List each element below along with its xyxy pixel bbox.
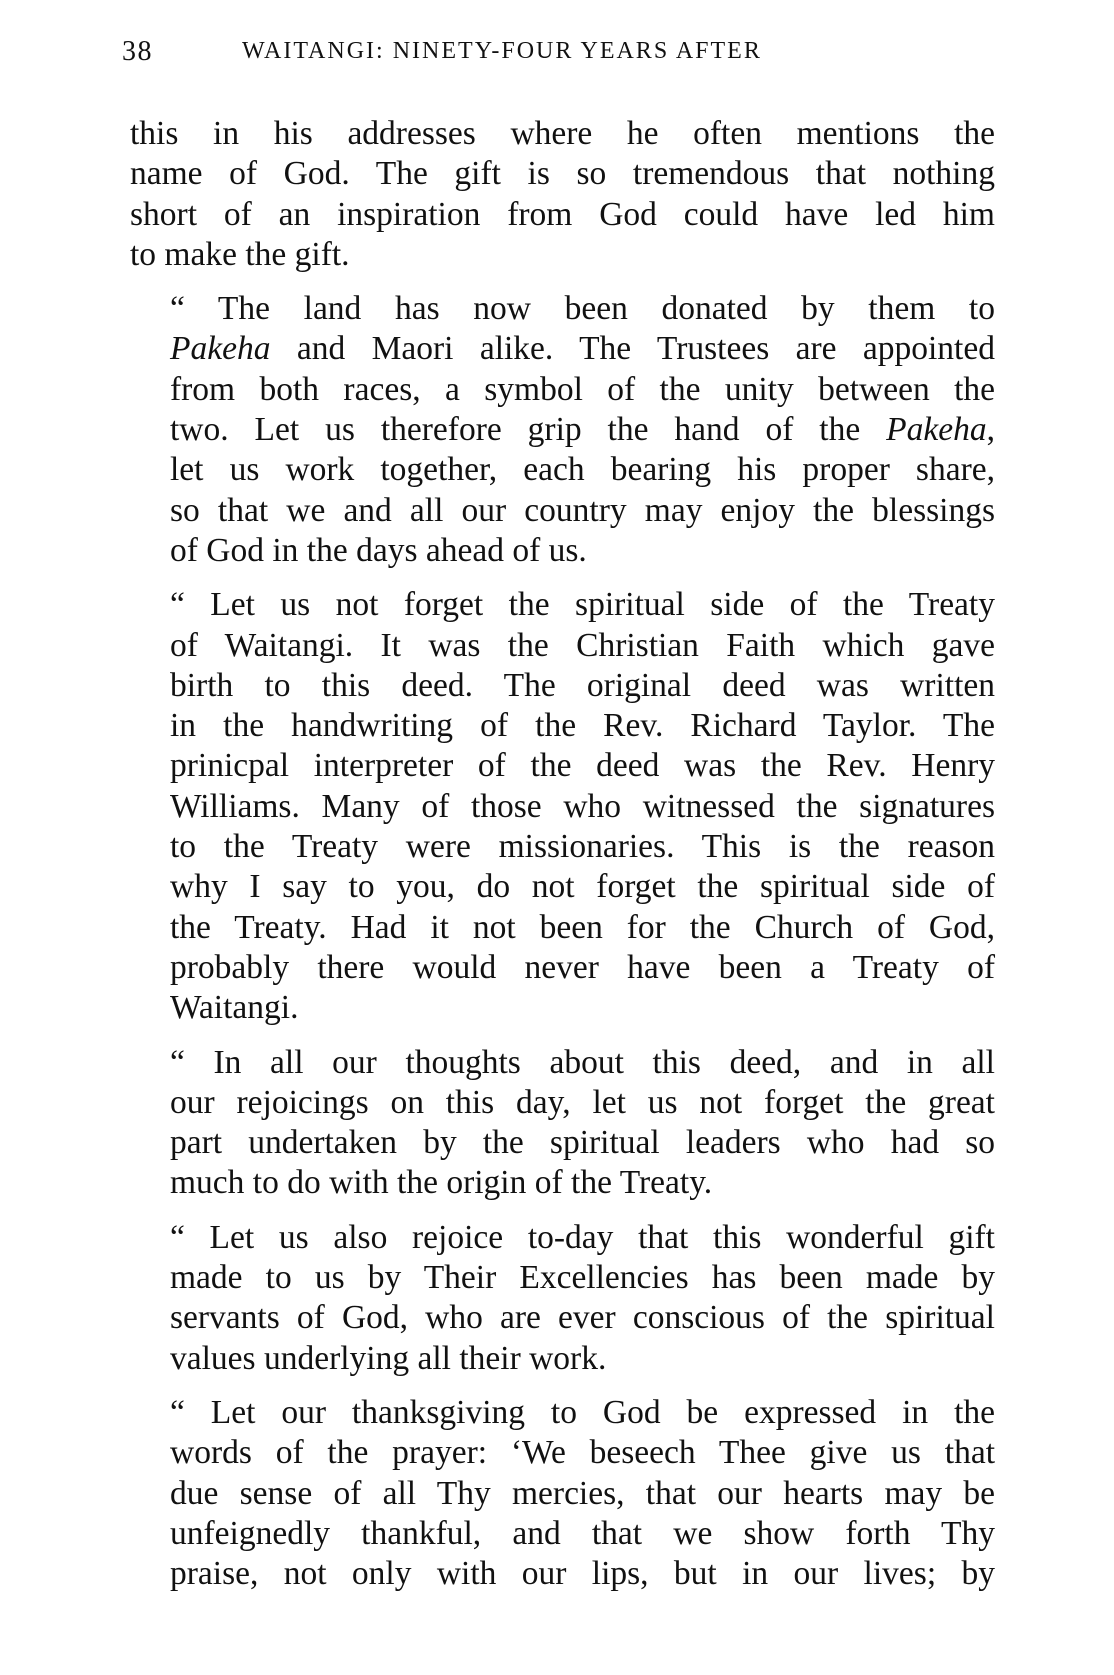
text-line: Pakeha and Maori alike. The Trustees are appointed (170, 330, 995, 368)
text-line: praise, not only with our lips, but in our lives; by (170, 1555, 995, 1593)
text-line: “ Let us also rejoice to-day that this wonderful gift (170, 1218, 995, 1256)
text-line: so that we and all our country may enjoy the blessings (170, 491, 995, 529)
page-number: 38 (122, 36, 153, 67)
running-title: WAITANGI: NINETY-FOUR YEARS AFTER (242, 38, 762, 64)
body-text (130, 114, 995, 1594)
text-line: Waitangi. (170, 989, 299, 1027)
text-line: due sense of all Thy mercies, that our hearts may be (170, 1474, 995, 1512)
text-line: why I say to you, do not forget the spiritual side of (170, 868, 995, 906)
text-line: “ The land has now been donated by them to (170, 290, 995, 328)
text-line: unfeignedly thankful, and that we show forth Thy (170, 1514, 995, 1552)
text-line: to make the gift. (130, 235, 350, 273)
text-line: this in his addresses where he often mentions the (130, 115, 995, 152)
text-line: two. Let us therefore grip the hand of the Pakeha, (170, 411, 995, 449)
text-line: of Waitangi. It was the Christian Faith which gave (170, 626, 995, 664)
text-line: let us work together, each bearing his proper share, (170, 451, 995, 489)
text-line: much to do with the origin of the Treaty. (170, 1164, 713, 1202)
text-line: “ In all our thoughts about this deed, and in all (170, 1043, 995, 1081)
paragraph (130, 1218, 995, 1379)
paragraph (130, 1393, 995, 1594)
text-line: the Treaty. Had it not been for the Church of God, (170, 908, 995, 946)
paragraph (130, 585, 995, 1028)
text-line: name of God. The gift is so tremendous that nothing (130, 155, 995, 193)
text-line: short of an inspiration from God could have led him (130, 195, 995, 233)
text-line: “ Let us not forget the spiritual side of the Treaty (170, 586, 995, 624)
text-line: birth to this deed. The original deed was written (170, 666, 995, 704)
text-line: prinicpal interpreter of the deed was the Rev. Henry (170, 747, 995, 785)
text-line: of God in the days ahead of us. (170, 531, 587, 569)
text-line: to the Treaty were missionaries. This is the reason (170, 828, 995, 866)
text-line: our rejoicings on this day, let us not forget the great (170, 1083, 995, 1121)
text-line: in the handwriting of the Rev. Richard Taylor. The (170, 707, 995, 745)
paragraph (130, 114, 995, 275)
text-line: part undertaken by the spiritual leaders who had so (170, 1124, 995, 1162)
text-line: Williams. Many of those who witnessed the signatures (170, 787, 995, 825)
text-line: words of the prayer: ‘We beseech Thee give us that (170, 1434, 995, 1472)
text-line: values underlying all their work. (170, 1339, 607, 1377)
text-line: probably there would never have been a Treaty of (170, 948, 995, 986)
paragraph (130, 1043, 995, 1204)
text-line: from both races, a symbol of the unity between the (170, 370, 995, 408)
text-line: made to us by Their Excellencies has been made by (170, 1259, 995, 1297)
text-line: servants of God, who are ever conscious of the spiritual (170, 1299, 995, 1337)
running-header (122, 36, 1002, 76)
text-line: “ Let our thanksgiving to God be expressed in the (170, 1393, 995, 1431)
paragraph (130, 289, 995, 571)
